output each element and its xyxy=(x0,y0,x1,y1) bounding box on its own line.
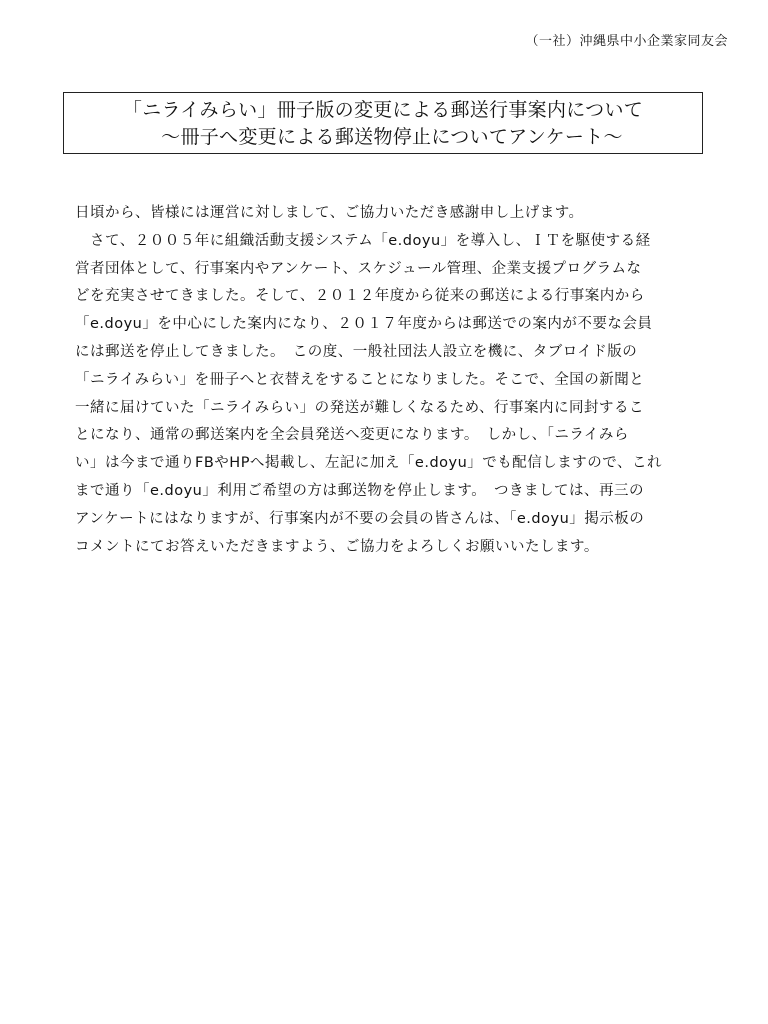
body-line: 「e.doyu」を中心にした案内になり、２０１７年度からは郵送での案内が不要な会員 xyxy=(75,316,653,333)
organization-name: （一社）沖縄県中小企業家同友会 xyxy=(525,34,728,49)
body-line: アンケートにはなりますが、行事案内が不要の会員の皆さんは、「e.doyu」掲示板の xyxy=(75,510,645,527)
body-line: とになり、通常の郵送案内を全会員発送へ変更になります。 しかし、「ニライみら xyxy=(75,427,629,444)
body-line: 「ニライみらい」を冊子へと衣替えをすることになりました。そこで、全国の新聞と xyxy=(75,371,645,388)
body-line: い」は今まで通りFBやHPへ掲載し、左記に加え「e.doyu」でも配信しますので、これ xyxy=(75,455,663,472)
body-line: 日頃から、皆様には運営に対しまして、ご協力いただき感謝申し上げます。 xyxy=(75,205,584,221)
body-line: 営者団体として、行事案内やアンケート、スケジュール管理、企業支援プログラムな xyxy=(75,260,642,277)
body-line: さて、２００５年に組織活動支援システム「e.doyu」を導入し、ＩＴを駆使する経 xyxy=(75,232,651,249)
body-line: には郵送を停止してきました。 この度、一般社団法人設立を機に、タブロイド版の xyxy=(75,343,638,360)
body-line: まで通り「e.doyu」利用ご希望の方は郵送物を停止します。 つきましては、再三の xyxy=(75,482,644,499)
document-subtitle: ～冊子へ変更による郵送物停止についてアンケート～ xyxy=(161,126,623,148)
body-line: どを充実させてきました。そして、２０１２年度から従来の郵送による行事案内から xyxy=(75,288,645,305)
body-line: 一緒に届けていた「ニライみらい」の発送が難しくなるため、行事案内に同封するこ xyxy=(75,399,644,416)
body-line: コメントにてお答えいただきますよう、ご協力をよろしくお願いいたします。 xyxy=(75,538,599,555)
body-paragraph xyxy=(75,200,695,561)
document-title: 「ニライみらい」冊子版の変更による郵送行事案内について xyxy=(122,99,644,121)
title-box xyxy=(63,92,703,154)
